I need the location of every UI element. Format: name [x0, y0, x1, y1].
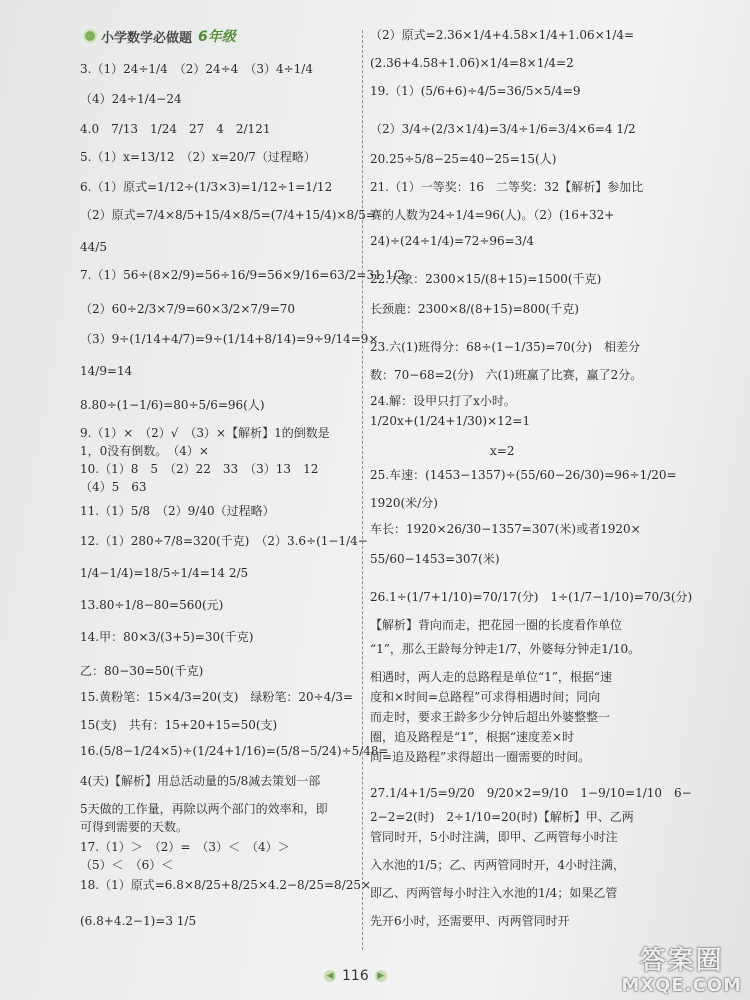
answer-line: 17.（1）＞ （2）= （3）＜ （4）＞ — [80, 840, 290, 854]
answer-line: 15(支) 共有：15+20+15=50(支) — [80, 718, 278, 732]
answer-line: 赛的人数为24÷1/4=96(人)。（2）(16+32+ — [370, 208, 615, 222]
answer-line: 4.0 7/13 1/24 27 4 2/121 — [80, 122, 271, 136]
answer-line: 而走时，要求王龄多少分钟后超出外婆整整一 — [370, 710, 611, 724]
answer-line: 1，0没有倒数。 （4）× — [80, 444, 209, 458]
answer-line: 24)÷(24÷1/4)=72÷96=3/4 — [370, 234, 535, 248]
answer-line: 12.（1）280÷7/8=320(千克) （2）3.6÷(1−1/4− — [80, 534, 368, 548]
prev-arrow-icon: ◀ — [324, 970, 336, 982]
answer-line: 数：70−68=2(分) 六(1)班赢了比赛，赢了2分。 — [370, 368, 643, 382]
answer-line: （5）＜ （6）＜ — [80, 858, 174, 872]
page-header — [85, 26, 236, 46]
header-bullet-icon — [85, 31, 95, 41]
answer-line: 6.（1）原式=1/12÷(1/3×3)=1/12÷1=1/12 — [80, 180, 333, 194]
answer-line: （3）9÷(1/14+4/7)=9÷(1/14+8/14)=9÷9/14=9× — [80, 332, 379, 346]
answer-line: （4）5 63 — [80, 480, 147, 494]
answer-line: 23.六(1)班得分：68÷(1−1/35)=70(分) 相差分 — [370, 340, 641, 354]
answer-line: 2−2=2(时) 2÷1/10=20(时)【解析】甲、乙两 — [370, 810, 634, 824]
answer-line: 管同时开，5小时注满，即甲、乙两管每小时注 — [370, 830, 618, 844]
answer-line: 1920(米/分) — [370, 496, 438, 510]
answer-line: 19.（1）(5/6+6)÷4/5=36/5×5/4=9 — [370, 84, 581, 98]
answer-line: 11.（1）5/8 （2）9/40（过程略） — [80, 504, 275, 518]
answer-line: (6.8+4.2−1)=3 1/5 — [80, 914, 197, 928]
answer-line: 长颈鹿：2300×8/(8+15)=800(千克) — [370, 302, 579, 316]
answer-line: 21.（1）一等奖：16 二等奖：32【解析】参加比 — [370, 180, 644, 194]
column-divider — [362, 30, 363, 950]
answer-line: 即乙、丙两管每小时注入水池的1/4；如果乙管 — [370, 886, 618, 900]
page-number-area — [318, 968, 393, 984]
answer-line: 相遇时，两人走的总路程是单位“1”，根据“速 — [370, 670, 613, 684]
watermark-logo-text: 答案圈 — [639, 946, 724, 976]
answer-line: 20.25÷5/8−25=40−25=15(人) — [370, 152, 557, 166]
answer-line: 4(天)【解析】用总活动量的5/8减去策划一部 — [80, 774, 321, 788]
answer-line: 5.（1）x=13/12 （2）x=20/7（过程略） — [80, 150, 316, 164]
answer-line: 可得到需要的天数。 — [80, 820, 189, 834]
answer-line: 14/9=14 — [80, 364, 133, 378]
answer-line: 55/60−1453=307(米) — [370, 552, 500, 566]
answer-line: x=2 — [490, 444, 515, 458]
answer-line: （2）3/4÷(2/3×1/4)=3/4÷1/6=3/4×6=4 1/2 — [370, 122, 636, 136]
answer-line: （2）原式=7/4×8/5+15/4×8/5=(7/4+15/4)×8/5= — [80, 208, 376, 222]
answer-line: 13.80÷1/8−80=560(元) — [80, 598, 224, 612]
answer-line: 入水池的1/5；乙、丙两管同时开，4小时注满， — [370, 858, 625, 872]
answer-line: 24.解：设甲只打了x小时。 — [370, 394, 516, 408]
answer-line: 先开6小时，还需要甲、丙两管同时开 — [370, 914, 570, 928]
answer-line: 27.1/4+1/5=9/20 9/20×2=9/10 1−9/10=1/10 6− — [370, 786, 692, 800]
answer-line: 乙：80−30=50(千克) — [80, 664, 204, 678]
answer-line: 16.(5/8−1/24×5)÷(1/24+1/16)=(5/8−5/24)÷5/48= — [80, 744, 389, 758]
next-arrow-icon: ▶ — [375, 970, 387, 982]
answer-line: 车长：1920×26/30−1357=307(米)或者1920× — [370, 522, 641, 536]
answer-line: 15.黄粉笔：15×4/3=20(支) 绿粉笔：20÷4/3= — [80, 690, 354, 704]
answer-line: 8.80÷(1−1/6)=80÷5/6=96(人) — [80, 398, 265, 412]
page-number: 116 — [342, 968, 369, 984]
grade-label: 6年级 — [198, 29, 236, 45]
answer-line: 3.（1）24÷1/4 （2）24÷4 （3）4÷1/4 — [80, 62, 313, 76]
answer-line: 9.（1）× （2）√ （3）×【解析】1的倒数是 — [80, 426, 330, 440]
answer-line: （2）原式=2.36×1/4+4.58×1/4+1.06×1/4= — [370, 28, 635, 42]
answer-line: （2）60÷2/3×7/9=60×3/2×7/9=70 — [80, 302, 296, 316]
answer-line: 18.（1）原式=6.8×8/25+8/25×4.2−8/25=8/25× — [80, 878, 372, 892]
answer-line: 5天做的工作量，再除以两个部门的效率和，即 — [80, 802, 328, 816]
answer-line: 26.1÷(1/7+1/10)=70/17(分) 1÷(1/7−1/10)=70/3(分) — [370, 590, 693, 604]
book-title: 小学数学必做题 — [101, 30, 193, 46]
answer-line: 【解析】背向而走，把花园一圈的长度看作单位 — [370, 618, 623, 632]
answer-line: (2.36+4.58+1.06)×1/4=8×1/4=2 — [370, 56, 574, 70]
answer-line: 14.甲：80×3/(3+5)=30(千克) — [80, 630, 254, 644]
answer-line: （4）24÷1/4−24 — [80, 92, 182, 106]
answer-line: 22.大象：2300×15/(8+15)=1500(千克) — [370, 272, 602, 286]
answer-line: 44/5 — [80, 240, 107, 254]
answer-line: 1/20x+(1/24+1/30)×12=1 — [370, 414, 531, 428]
answer-line: 圈，追及路程是“1”，根据“速度差×时 — [370, 730, 575, 744]
answer-line: 25.车速：(1453−1357)÷(55/60−26/30)=96÷1/20= — [370, 468, 677, 482]
answer-line: 1/4−1/4)=18/5÷1/4=14 2/5 — [80, 566, 249, 580]
answer-line: “1”，那么王龄每分钟走1/7，外婆每分钟走1/10。 — [370, 642, 641, 656]
answer-line: 7.（1）56÷(8×2/9)=56÷16/9=56×9/16=63/2=31 1/2 — [80, 268, 405, 282]
answer-line: 10.（1）8 5 （2）22 33 （3）13 12 — [80, 462, 319, 476]
answer-line: 度和×时间=总路程”可求得相遇时间；同向 — [370, 690, 601, 704]
watermark-url: MXQE.COM — [621, 975, 742, 996]
site-watermark — [621, 940, 742, 996]
answer-line: 间=追及路程”求得超出一圈需要的时间。 — [370, 750, 591, 764]
